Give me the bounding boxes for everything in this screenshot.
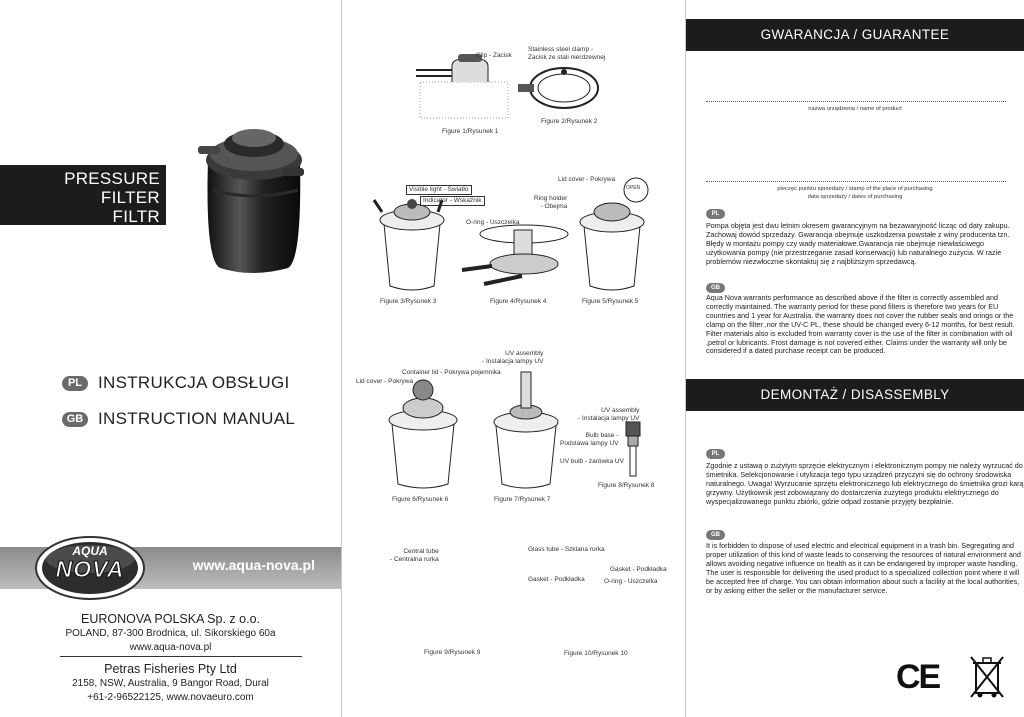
fig6-label-lid-cover: Lid cover - Pokrywa <box>356 378 414 385</box>
fig8-label-uv-assembly-line1: UV assembly <box>601 407 640 414</box>
fig1-caption: Figure 1/Rysunek 1 <box>442 128 499 135</box>
ce-mark: CE <box>896 658 940 696</box>
manual-pl-row <box>62 373 290 393</box>
aqua-nova-logo <box>34 535 146 601</box>
model-list: NPF-10 / NPF-20 / NPF-30 / NPF-40 <box>46 247 160 254</box>
figures-panel <box>342 0 686 717</box>
company2-contact: +61-2-96522125, www.novaeuro.com <box>87 692 254 703</box>
figure-6-drawing <box>382 378 468 492</box>
title-english: PRESSURE FILTER <box>64 169 160 207</box>
company-divider <box>60 656 302 657</box>
company1-address: POLAND, 87-300 Brodnica, ul. Sikorskiego 60a <box>65 628 276 639</box>
fig10-label-glass-tube: Glass tube - Szklana rurka <box>528 546 605 553</box>
guarantee-gb-text: Aqua Nova warrants performance as described above if the filter is correctly assembled and correctly maintained. The warranty period for these pond filters is therefore two years for EU countries and 1 year for Australia. the warranty does not cover the rubber seals and orings or the clamp on the filter ,nor the UV-C PL, these should be changed every 6-12 months, for best result. Filter materials also is excluded from warranty cover is the use of the filter in combination with oil ,petrol or lubricants. Frost damage is not covered either. Claims under the warranty will only be considered if a dated purchase receipt can be produced. <box>706 293 1015 356</box>
fig8-label-bulb-base <box>560 432 619 448</box>
pressure-filter-photo <box>190 110 310 280</box>
fig8-label-uv-bulb: UV bulb - żarówka UV <box>560 458 624 465</box>
stamp-line <box>706 181 1006 182</box>
fig3-label-visible-light: Visible light - Światło <box>406 185 472 195</box>
company2-name: Petras Fisheries Pty Ltd <box>104 662 237 676</box>
figure-2-drawing <box>514 62 604 114</box>
product-title-band <box>0 165 166 254</box>
fig10-label-gasket-1: Gasket - Podkładka <box>610 566 667 573</box>
fig2-caption: Figure 2/Rysunek 2 <box>541 118 598 125</box>
fig8-label-bulb-base-line1: Bulb base - <box>585 432 619 439</box>
company2-address: 2158, NSW, Australia, 9 Bangor Road, Dural <box>72 678 269 689</box>
date-label: data sprzedaży / dates of purchasing <box>807 194 903 200</box>
fig8-label-uv-assembly <box>578 407 639 423</box>
manual-gb-row <box>62 409 295 429</box>
disassembly-gb-tag: GB <box>706 530 725 540</box>
weee-bin-icon <box>968 655 1006 699</box>
fig9-label-central-tube <box>390 548 439 564</box>
fig2-label-clamp <box>528 46 605 62</box>
fig3-caption: Figure 3/Rysunek 3 <box>380 298 437 305</box>
fig7-caption: Figure 7/Rysunek 7 <box>494 496 551 503</box>
disassembly-header: DEMONTAŻ / DISASSEMBLY <box>686 379 1024 411</box>
manual-title-gb: INSTRUCTION MANUAL <box>98 409 296 428</box>
fig6-label-container-lid: Container lid - Pokrywa pojemnika <box>402 369 501 376</box>
company-petras <box>0 661 341 705</box>
fig2-label-clamp-line2: Zacisk ze stali nierdzewnej <box>528 54 606 61</box>
fig9-caption: Figure 9/Rysunek 9 <box>424 649 481 656</box>
fig5-label-open: OPEN <box>626 185 641 191</box>
disassembly-pl-tag: PL <box>706 449 725 459</box>
fig9-label-central-tube-line2: - Centralna rurka <box>390 556 439 563</box>
guarantee-pl-text: Pompa objęta jest dwu letnim okresem gwarancyjnym na bezawaryjność licząc od daty zakupu. Zachowaj dowód sprzedaży. Gwarancja obejmuje uszkodzenia powstałe z winy producenta tzn. Błędy w montażu pompy czy wady materiałowe.Gwarancja nie obejmuje niewłaściwego użytkowania pompy (nie przestrzeganie zasad konserwacji) lub naturalnego zużycia. W razie problemów niezwłocznie skontaktuj się z najbliższym sprzedawcą. <box>706 221 1010 266</box>
logo-aqua: AQUA <box>72 544 108 558</box>
fig8-caption: Figure 8/Rysunek 8 <box>598 482 655 489</box>
product-name-label: nazwa urządzenia / name of product <box>808 106 902 112</box>
fig3-label-indicator: Indicator - Wskaźnik <box>420 196 485 206</box>
guarantee-header: GWARANCJA / GUARANTEE <box>686 19 1024 51</box>
fig10-label-oring: O-ring - Uszczelka <box>604 578 658 585</box>
lang-badge-gb: GB <box>62 412 88 427</box>
manual-title-pl: INSTRUKCJA OBSŁUGI <box>98 373 290 392</box>
disassembly-gb-text: It is forbidden to dispose of used electric and electrical equipment in a trash bin. Segregating and proper utilization of this kind of waste leads to conserving the resources of natural environment and allows avoiding negative influence on health as it can be endangered by improper waste handling. The user is responsible for delivering the used product to a specialized collection point where it will be accepted free of charge. You can obtain information about such a facility at the local authorities, or by asking either the seller or the manufacturer service. <box>706 541 1021 595</box>
product-name-line <box>706 101 1006 102</box>
figure-1-drawing <box>412 52 512 122</box>
fig5-caption: Figure 5/Rysunek 5 <box>582 298 639 305</box>
stamp-label: pieczęc punktu sprzedaży / stamp of the place of purchasing <box>777 186 933 192</box>
figure-8-drawing <box>618 420 648 480</box>
figure-7-drawing <box>490 366 570 492</box>
fig4-label-oring: O-ring - Uszczelka <box>466 219 520 226</box>
disassembly-pl-text: Zgodnie z ustawą o zużytym sprzęcie elektrycznym i elektronicznym pompy nie należy wyrzucać do śmietnika. Selekcjonowanie i utylizacja tego typu urządzeń przyczyni się do ochrony środowiska naturalnego. Uwaga! Wyrzucanie sprzętu elektronicznego lub elektrycznego do śmietnika grozi karą grzywny. Użytkownik jest zobowiązany do dostarczenia zużytego produktu elektrycznego do wyspecjalizowanego punktu zbiórki, gdzie odpad zostanie przyjęty bezpłatnie. <box>706 461 1024 506</box>
fig7-label-uv-assembly-line1: UV assembly <box>505 350 544 357</box>
guarantee-pl-tag: PL <box>706 209 725 219</box>
fig4-label-ring-holder-line2: - Obejma <box>540 203 568 210</box>
company-euronova <box>0 611 341 655</box>
guarantee-gb-tag: GB <box>706 283 725 293</box>
fig5-label-lid-cover: Lid cover - Pokrywa <box>558 176 616 183</box>
fig2-label-clamp-line1: Stainless steel clamp - <box>528 46 594 53</box>
fig8-label-uv-assembly-line2: - Instalacja lampy UV <box>578 415 640 422</box>
fig10-caption: Figure 10/Rysunek 10 <box>564 650 628 657</box>
figure-5-drawing <box>574 182 654 294</box>
fig8-label-bulb-base-line2: Podstawa lampy UV <box>560 440 619 447</box>
cover-panel <box>0 0 342 717</box>
guarantee-panel <box>686 0 1024 717</box>
logo-nova: NOVA <box>55 556 125 582</box>
fig4-label-ring-holder <box>534 195 567 211</box>
fig10-label-gasket-2: Gasket - Podkładka <box>528 576 585 583</box>
lang-badge-pl: PL <box>62 376 88 391</box>
fig7-label-uv-assembly-line2: - Instalacja lampy UV <box>482 358 544 365</box>
fig7-label-uv-assembly <box>482 350 543 366</box>
fig4-label-ring-holder-line1: Ring holder <box>534 195 568 202</box>
fig1-label-clip: Clip - Zacisk <box>476 52 512 59</box>
fig9-label-central-tube-line1: Central tube <box>403 548 439 555</box>
fig6-caption: Figure 6/Rysunek 6 <box>392 496 449 503</box>
figure-4-drawing <box>462 222 572 292</box>
title-polish: FILTR CIŚNIENIOWY <box>42 207 160 245</box>
company1-web[interactable]: www.aqua-nova.pl <box>129 642 212 653</box>
website-url[interactable]: www.aqua-nova.pl <box>192 557 315 573</box>
fig4-caption: Figure 4/Rysunek 4 <box>490 298 547 305</box>
company1-name: EURONOVA POLSKA Sp. z o.o. <box>80 612 260 626</box>
